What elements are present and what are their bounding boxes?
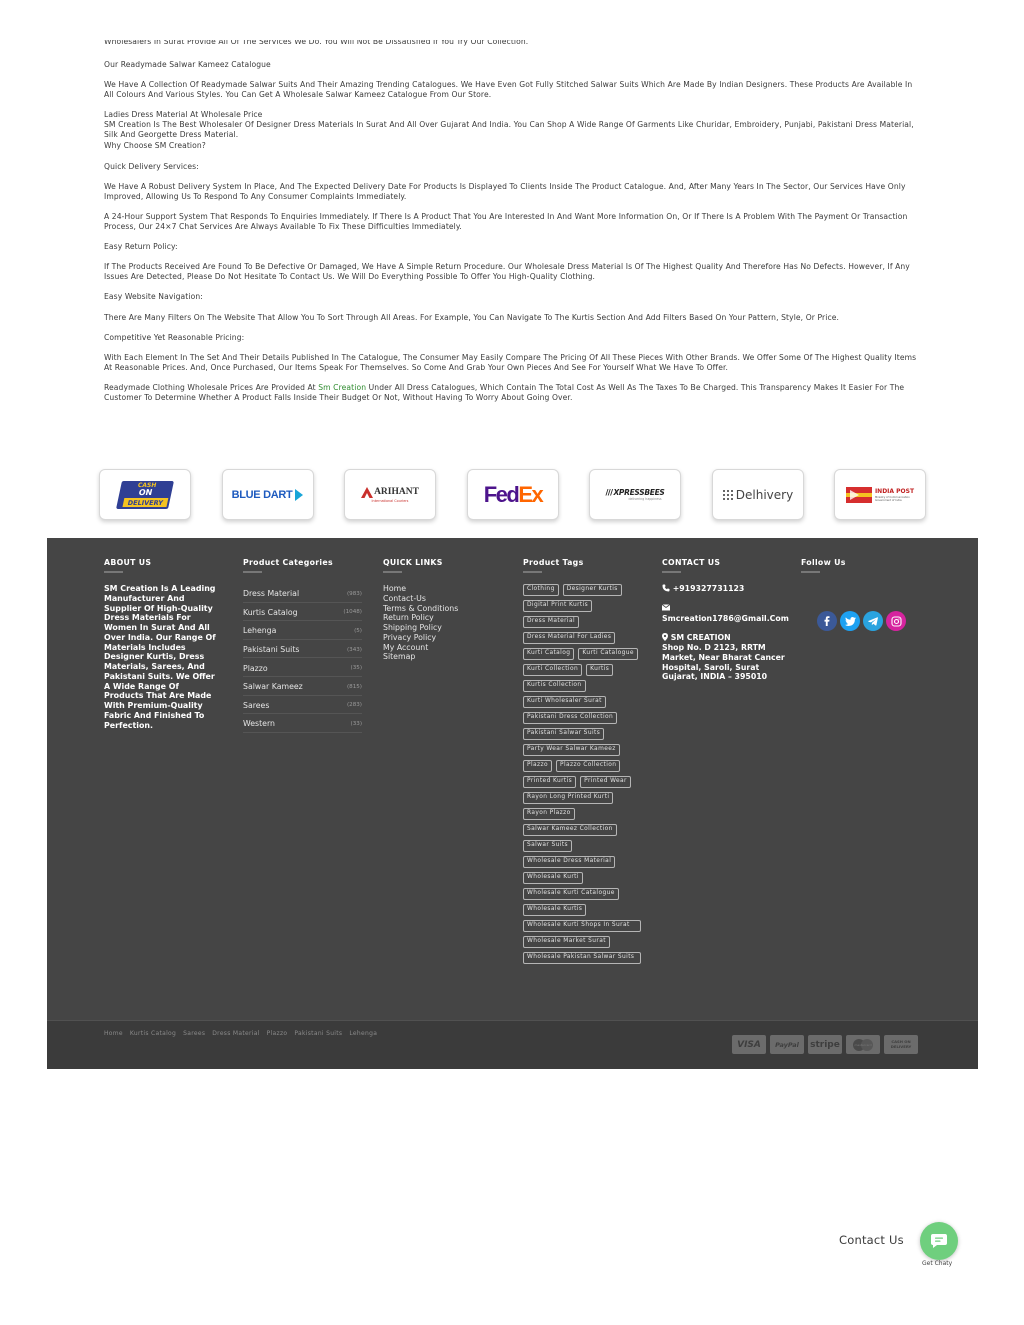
tag-link[interactable]: Salwar Suits: [523, 840, 572, 852]
tag-link[interactable]: Wholesale Kurtis: [523, 904, 586, 916]
contact-phone[interactable]: +919327731123: [662, 584, 794, 594]
sm-creation-link[interactable]: Sm Creation: [318, 383, 367, 393]
footer-about-text: SM Creation Is A Leading Manufacturer And Supplier Of High-Quality Dress Materials For Women In Surat And All Over India. Our Range Of Materials Includes Designer Kurtis, Dress Materials, Sarees, And Pakistani Suits. We Offer A Wide Range Of Products That Are Made With Premium-Quality Fabric And Finished To Perfection.: [104, 584, 216, 730]
footer-quick-links: [383, 558, 458, 662]
tag-link[interactable]: Printed Wear: [580, 776, 631, 788]
xpressbees-logo: /// XPRESSBEES delivering happiness: [589, 469, 681, 520]
instagram-icon[interactable]: [886, 611, 906, 631]
bottom-nav: [104, 1030, 377, 1037]
quick-link[interactable]: Sitemap: [383, 652, 416, 662]
mastercard-icon: mastercard: [846, 1035, 880, 1054]
tag-link[interactable]: Wholesale Kurti Catalogue: [523, 888, 619, 900]
footer-categories-title: Product Categories: [243, 558, 333, 567]
envelope-icon: [662, 604, 670, 611]
footer-contact: [662, 558, 794, 692]
divider: [243, 571, 262, 573]
tag-link[interactable]: Kurtis: [586, 664, 613, 676]
footer-quick-links-title: QUICK LINKS: [383, 558, 443, 567]
article-heading-easy-return: Easy Return Policy:: [104, 242, 178, 251]
tag-link[interactable]: Kurti Catalogue: [578, 648, 638, 660]
footer-categories: [243, 558, 362, 733]
social-links: [817, 611, 906, 631]
footer-follow: [801, 558, 921, 584]
category-name: Dress Material: [243, 589, 300, 599]
article-cut-line: Wholesalers In Surat Provide All Of The Services We Do. You Will Not Be Dissatisfied If You Try Our Collection.: [104, 40, 529, 46]
quick-link[interactable]: Shipping Policy: [383, 623, 442, 632]
divider: [383, 571, 402, 573]
cash-on-delivery-logo: CASH ON DELIVERY: [99, 469, 191, 520]
article-paragraph: A 24-Hour Support System That Responds To Enquiries Immediately. If There Is A Product That You Are Interested In And Want More Information On, Or If There Is A Problem With The Payment Or Transaction Process, Our 24×7 Chat Services Are Always Available To Fix These Difficulties Immediately.: [104, 212, 908, 231]
divider: [104, 571, 123, 573]
phone-icon: [662, 584, 670, 592]
category-item[interactable]: [243, 696, 362, 715]
tag-link[interactable]: Printed Kurtis: [523, 776, 576, 788]
category-count: (283): [346, 702, 362, 709]
tag-link[interactable]: Kurti Wholesaler Surat: [523, 696, 606, 708]
quick-link[interactable]: Terms & Conditions: [383, 603, 459, 613]
article-heading-pricing: Competitive Yet Reasonable Pricing:: [104, 332, 245, 342]
article-heading-dress-material: Ladies Dress Material At Wholesale Price: [104, 110, 263, 120]
category-count: (1048): [343, 609, 362, 616]
article-paragraph: SM Creation Is The Best Wholesaler Of Designer Dress Materials In Surat And All Over Gujarat And India. You Can Shop A Wide Range Of Garments Like Churidar, Embroidery, Punjabi, Pakistani Dress Material, Silk And Georgette Dress Material.: [104, 120, 914, 139]
tag-link[interactable]: Pakistani Salwar Suits: [523, 728, 604, 740]
bottom-nav-link[interactable]: Plazzo: [266, 1030, 288, 1037]
category-count: (983): [346, 590, 362, 597]
footer-about-title: ABOUT US: [104, 558, 152, 567]
tag-link[interactable]: Pakistani Dress Collection: [523, 712, 617, 724]
tag-link[interactable]: Wholesale Kurti Shops In Surat: [523, 920, 641, 932]
category-name: Sarees: [243, 700, 270, 710]
fedex-logo: Fed Ex: [467, 469, 559, 520]
quick-link[interactable]: Privacy Policy: [383, 632, 437, 642]
category-count: (5): [354, 627, 362, 634]
article-paragraph: If The Products Received Are Found To Be Defective Or Damaged, We Have A Simple Return Procedure. Our Wholesale Dress Material Is Of The Highest Quality And Therefore Has No Defects. However, If Any Issues Are Detected, Please Do Not Hesitate To Contact Us. We Will Do Everything Possible To Offer You High-Quality Clothing.: [104, 262, 910, 281]
article-paragraph: There Are Many Filters On The Website That Allow You To Sort Through All Areas. For Example, You Can Navigate To The Kurtis Section And Add Filters Based On Your Pattern, Style, Or Price.: [104, 312, 840, 322]
tag-link[interactable]: Kurtis Collection: [523, 680, 586, 692]
category-name: Plazzo: [243, 663, 268, 673]
footer-about: [104, 558, 220, 730]
tag-link[interactable]: Wholesale Market Surat: [523, 936, 610, 948]
telegram-icon[interactable]: [863, 611, 883, 631]
tag-link[interactable]: Dress Material: [523, 616, 579, 628]
get-chaty-label[interactable]: Get Chaty: [922, 1260, 953, 1267]
tag-link[interactable]: Salwar Kameez Collection: [523, 824, 617, 836]
article-heading-readymade: Our Readymade Salwar Kameez Catalogue: [104, 60, 271, 69]
category-count: (815): [346, 683, 362, 690]
tag-link[interactable]: Rayon Plazzo: [523, 808, 575, 820]
arihant-logo: ARIHANT International Couriers: [344, 469, 436, 520]
delhivery-logo: Delhivery: [712, 469, 804, 520]
paypal-icon: PayPal: [770, 1035, 804, 1054]
article-paragraph: We Have A Robust Delivery System In Place, And The Expected Delivery Date For Products Is Displayed To Clients Inside The Product Catalogue. And, After Many Years In The Sector, Our Services Have Only Improved, Allowing Us To Respond To Any Consumer Complaints Immediately.: [104, 182, 906, 201]
category-name: Salwar Kameez: [243, 682, 303, 692]
category-item[interactable]: [243, 640, 362, 659]
contact-us-label[interactable]: Contact Us: [839, 1233, 904, 1247]
tag-link[interactable]: Digital Print Kurtis: [523, 600, 592, 612]
bottom-nav-link[interactable]: Kurtis Catalog: [129, 1030, 177, 1037]
tag-link[interactable]: Dress Material For Ladies: [523, 632, 615, 644]
contact-address: SM CREATION Shop No. D 2123, RRTM Market, Near Bharat Cancer Hospital, Saroli, Surat Gujarat, INDIA – 395010: [662, 633, 785, 682]
article-heading-quick-delivery: Quick Delivery Services:: [104, 161, 199, 171]
site-footer: [47, 538, 978, 1020]
blue-dart-logo: BLUE DART: [222, 469, 314, 520]
cash-on-delivery-icon: CASH ON DELIVERY: [884, 1035, 918, 1054]
article-paragraph: We Have A Collection Of Readymade Salwar Suits And Their Amazing Trending Catalogues. We Have Even Got Fully Stitched Salwar Suits Which Are Made By Indian Designers. These Products Are Available In All Colours And Various Styles. You Can Get A Wholesale Salwar Kameez Catalogue From Our Store.: [104, 80, 913, 99]
footer-follow-title: Follow Us: [801, 558, 846, 567]
category-name: Western: [243, 719, 275, 729]
tag-link[interactable]: Wholesale Dress Material: [523, 856, 615, 868]
quick-link[interactable]: Home: [383, 584, 407, 593]
article-content: [104, 40, 922, 413]
article-paragraph: With Each Element In The Set And Their Details Published In The Catalogue, The Consumer May Easily Compare The Pricing Of All These Pieces With Other Brands. We Offer Some Of The Highest Quality Items At Reasonable Prices. And, Once Purchased, Our Items Speak For Themselves. So Come And Grab Your Own Pieces And See For Yourself What We Have To Offer.: [104, 353, 917, 372]
category-count: (343): [346, 646, 362, 653]
category-item[interactable]: [243, 603, 362, 622]
chat-icon: [930, 1233, 948, 1249]
category-name: Lehenga: [243, 626, 277, 636]
tag-link[interactable]: Clothing: [523, 584, 559, 596]
quick-links-list: [383, 584, 458, 662]
bottom-nav-link[interactable]: Pakistani Suits: [294, 1030, 343, 1037]
tag-link[interactable]: Wholesale Kurti: [523, 872, 583, 884]
tag-link[interactable]: Plazzo: [523, 760, 552, 772]
category-item[interactable]: [243, 621, 362, 640]
quick-link[interactable]: Return Policy: [383, 613, 434, 623]
facebook-icon[interactable]: [817, 611, 837, 631]
category-item[interactable]: [243, 677, 362, 696]
category-list: [243, 584, 362, 733]
footer-bottom-bar: [47, 1020, 978, 1069]
stripe-icon: stripe: [808, 1035, 842, 1054]
footer-tags-title: Product Tags: [523, 558, 584, 567]
article-paragraph: Readymade Clothing Wholesale Prices Are Provided At Sm Creation Under All Dress Catalogues, Which Contain The Total Cost As Well As The Taxes To Be Charged. This Transparency Makes It Easier For The Customer To Determine Whether A Product Falls Inside Their Budget Or Not, Without Having To Worry About Going Over.: [104, 383, 905, 402]
category-item[interactable]: [243, 584, 362, 603]
article-heading-navigation: Easy Website Navigation:: [104, 292, 203, 302]
bottom-nav-link[interactable]: Lehenga: [349, 1030, 378, 1037]
bottom-nav-link[interactable]: Home: [104, 1030, 123, 1037]
tag-cloud: [523, 584, 643, 964]
divider: [523, 571, 542, 573]
contact-details: [662, 584, 794, 682]
category-item[interactable]: [243, 658, 362, 677]
category-name: Kurtis Catalog: [243, 607, 298, 617]
tag-link[interactable]: Plazzo Collection: [556, 760, 620, 772]
tag-link[interactable]: Party Wear Salwar Kameez: [523, 744, 620, 756]
divider: [662, 571, 681, 573]
tag-link[interactable]: Kurti Catalog: [523, 648, 574, 660]
category-name: Pakistani Suits: [243, 645, 300, 655]
article-heading-why-choose: Why Choose SM Creation?: [104, 141, 206, 151]
tag-link[interactable]: Rayon Long Printed Kurti: [523, 792, 613, 804]
india-post-logo: INDIA POST Ministry of Communication Government of India: [834, 469, 926, 520]
twitter-icon[interactable]: [840, 611, 860, 631]
footer-product-tags: [523, 558, 643, 964]
bottom-nav-link[interactable]: Dress Material: [212, 1030, 260, 1037]
footer-contact-title: CONTACT US: [662, 558, 721, 567]
category-count: (35): [350, 665, 362, 672]
quick-link[interactable]: My Account: [383, 642, 429, 652]
divider: [801, 571, 820, 573]
map-marker-icon: [662, 633, 668, 641]
quick-link[interactable]: Contact-Us: [383, 593, 426, 603]
category-item[interactable]: [243, 714, 362, 733]
bottom-nav-link[interactable]: Sarees: [183, 1030, 206, 1037]
visa-icon: VISA: [732, 1035, 766, 1054]
chat-button[interactable]: [920, 1222, 958, 1260]
tag-link[interactable]: Designer Kurtis: [563, 584, 622, 596]
shipping-partners: [99, 469, 926, 520]
tag-link[interactable]: Wholesale Pakistan Salwar Suits: [523, 952, 641, 964]
contact-email[interactable]: Smcreation1786@Gmail.Com: [662, 604, 794, 624]
category-count: (33): [350, 720, 362, 727]
tag-link[interactable]: Kurti Collection: [523, 664, 582, 676]
